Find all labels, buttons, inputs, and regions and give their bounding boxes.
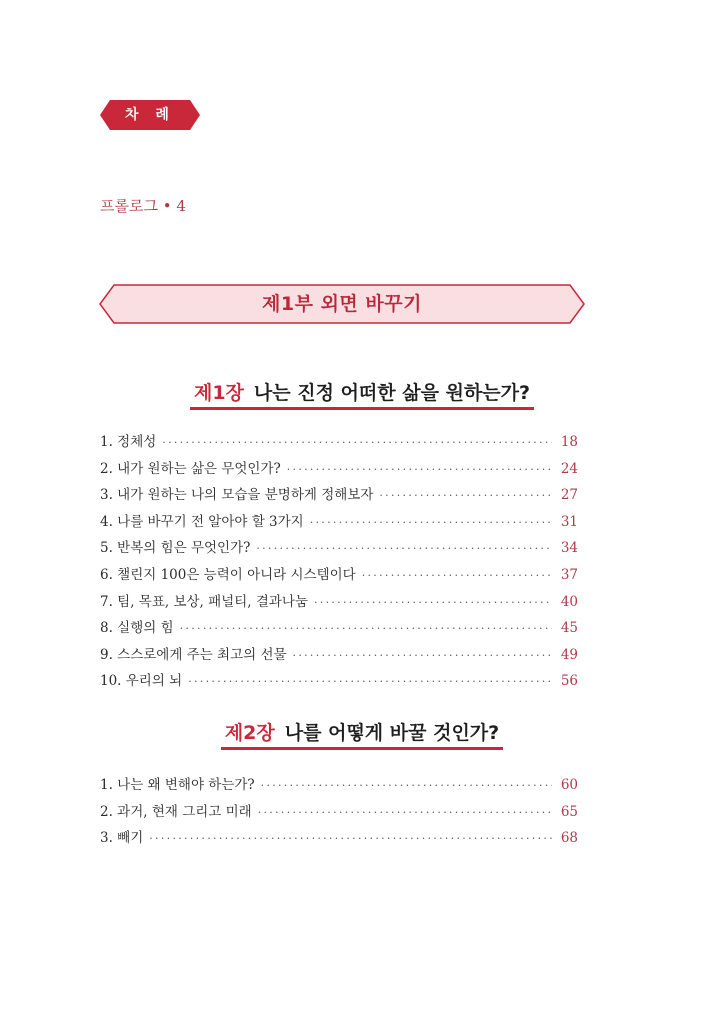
- toc-badge: [100, 100, 200, 130]
- entry-page: 49: [560, 646, 578, 663]
- toc-entry[interactable]: [100, 483, 578, 510]
- dot-leader: [310, 516, 552, 529]
- toc-entry[interactable]: [100, 457, 578, 484]
- dot-leader: [256, 542, 552, 555]
- entry-label: 8. 실행의 힘: [100, 620, 174, 637]
- toc-entry[interactable]: [100, 510, 578, 537]
- entry-page: 37: [560, 566, 578, 583]
- dot-leader: [379, 489, 552, 502]
- toc-entry[interactable]: [100, 430, 578, 457]
- chapter-number: 제2장: [224, 722, 275, 744]
- entry-page: 68: [560, 830, 578, 847]
- entry-page: 31: [560, 513, 578, 530]
- part-title: 제1부 외면 바꾸기: [262, 293, 422, 315]
- chapter-2-heading: [0, 718, 724, 750]
- entry-page: 65: [560, 803, 578, 820]
- dot-leader: [258, 806, 552, 819]
- toc-entry[interactable]: [100, 773, 578, 800]
- chapter-1-list: [100, 430, 578, 696]
- entry-page: 34: [560, 540, 578, 557]
- dot-leader: [314, 596, 552, 609]
- entry-label: 7. 팀, 목표, 보상, 패널티, 결과나눔: [100, 593, 308, 610]
- entry-label: 4. 나를 바꾸기 전 알아야 할 3가지: [100, 513, 304, 530]
- entry-label: 3. 내가 원하는 나의 모습을 분명하게 정해보자: [100, 487, 374, 504]
- toc-entry[interactable]: [100, 563, 578, 590]
- entry-page: 60: [560, 777, 578, 793]
- entry-page: 24: [560, 460, 578, 477]
- entry-page: 40: [560, 593, 578, 610]
- prologue-separator: •: [162, 197, 172, 215]
- dot-leader: [362, 569, 552, 582]
- entry-page: 18: [560, 434, 578, 450]
- entry-label: 6. 챌린지 100은 능력이 아니라 시스템이다: [100, 566, 356, 583]
- entry-page: 27: [560, 487, 578, 504]
- entry-label: 5. 반복의 힘은 무엇인가?: [100, 540, 251, 557]
- prologue-label: 프롤로그: [100, 197, 158, 215]
- entry-label: 2. 내가 원하는 삶은 무엇인가?: [100, 460, 281, 477]
- chapter-2-list: [100, 773, 578, 853]
- dot-leader: [162, 436, 552, 449]
- toc-entry[interactable]: [100, 826, 578, 853]
- toc-entry[interactable]: [100, 590, 578, 617]
- toc-entry[interactable]: [100, 669, 578, 696]
- dot-leader: [180, 622, 552, 635]
- entry-label: 9. 스스로에게 주는 최고의 선물: [100, 646, 287, 663]
- entry-label: 1. 정체성: [100, 434, 157, 450]
- chapter-1-heading: [0, 378, 724, 410]
- toc-entry[interactable]: [100, 536, 578, 563]
- chapter-number: 제1장: [193, 382, 244, 404]
- entry-page: 45: [560, 620, 578, 637]
- dot-leader: [293, 649, 552, 662]
- entry-page: 56: [560, 673, 578, 690]
- toc-entry[interactable]: [100, 800, 578, 827]
- dot-leader: [287, 463, 552, 476]
- dot-leader: [261, 779, 552, 792]
- entry-label: 2. 과거, 현재 그리고 미래: [100, 803, 252, 820]
- chapter-title: 나를 어떻게 바꿀 것인가?: [284, 722, 500, 744]
- prologue-page: 4: [176, 197, 186, 215]
- toc-entry[interactable]: [100, 643, 578, 670]
- chapter-title: 나는 진정 어떠한 삶을 원하는가?: [253, 382, 531, 404]
- dot-leader: [149, 832, 552, 845]
- toc-entry[interactable]: [100, 616, 578, 643]
- prologue-entry[interactable]: [100, 195, 186, 216]
- badge-label: 차 례: [125, 107, 175, 123]
- part-banner: [98, 284, 586, 324]
- entry-label: 3. 빼기: [100, 830, 144, 847]
- dot-leader: [188, 675, 552, 688]
- entry-label: 1. 나는 왜 변해야 하는가?: [100, 777, 255, 793]
- entry-label: 10. 우리의 뇌: [100, 673, 183, 690]
